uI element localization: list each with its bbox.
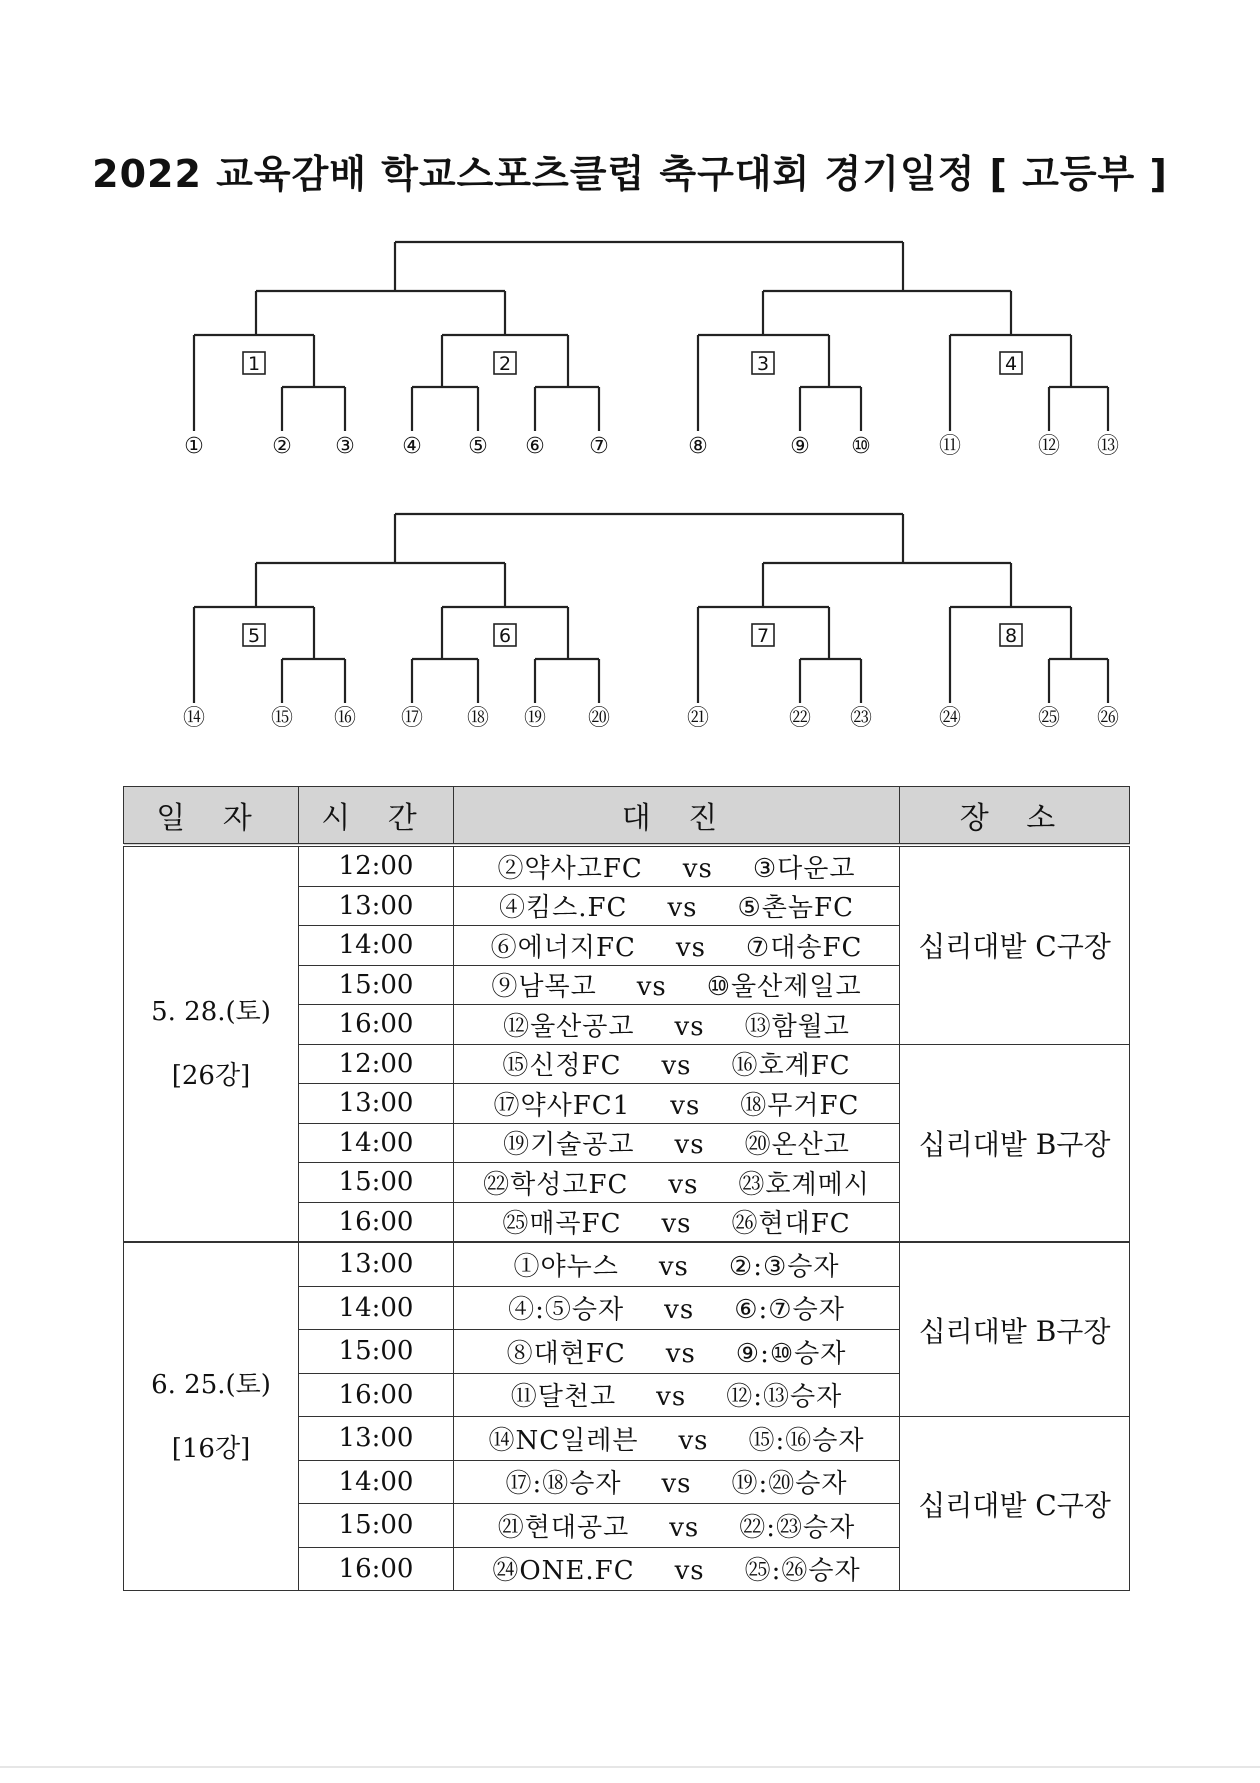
table-row [124,1242,1130,1286]
team-number: ⑰ [400,706,424,731]
venue-cell: 십리대밭 B구장 [900,1044,1130,1242]
time-cell: 15:00 [299,1504,454,1548]
away-team: ⑤촌놈FC [737,893,854,924]
matchup-cell [454,1504,900,1548]
home-team: ⑰:⑱승자 [505,1469,622,1500]
matchup-cell [454,1417,900,1461]
matchup-cell [454,1460,900,1504]
away-team: ㉕:㉖승자 [744,1556,861,1587]
home-team: ㉕매곡FC [502,1209,622,1240]
home-team: ①야누스 [513,1251,619,1282]
matchup-cell [454,1123,900,1163]
team-number: ⑧ [688,434,708,459]
matchup-cell [454,845,900,886]
match-number: 8 [1004,625,1018,647]
schedule-group-round-16 [124,1242,1130,1591]
matchup-cell [454,1084,900,1124]
time-cell: 13:00 [299,886,454,926]
team-number: ⑫ [1037,434,1061,459]
vs-label: vs [664,1295,695,1326]
away-team: ③다운고 [752,853,856,884]
vs-label: vs [670,1090,701,1121]
time-cell: 13:00 [299,1084,454,1124]
away-team: ⑬함월고 [744,1011,850,1042]
venue-cell: 십리대밭 B구장 [900,1242,1130,1417]
team-number: ⑲ [523,706,547,731]
team-number: ㉕ [1037,706,1061,731]
vs-label: vs [678,1425,709,1456]
date-cell [124,1242,299,1591]
round-label: [16강] [171,1433,251,1464]
away-team: ⑩울산제일고 [706,972,862,1003]
matchup-cell [454,1373,900,1417]
team-number: ⑭ [182,706,206,731]
vs-label: vs [674,1130,705,1161]
team-number: ③ [335,434,355,459]
away-team: ㉓호계메시 [738,1169,870,1200]
home-team: ⑭NC일레븐 [488,1425,639,1456]
matchup-cell [454,1286,900,1330]
home-team: ㉔ONE.FC [492,1556,635,1587]
time-cell: 13:00 [299,1417,454,1461]
time-cell: 13:00 [299,1242,454,1286]
time-cell: 15:00 [299,965,454,1005]
matchup-cell [454,1330,900,1374]
time-cell: 14:00 [299,1123,454,1163]
team-number: ④ [402,434,422,459]
away-team: ⑦대송FC [745,932,863,963]
vs-label: vs [665,1338,696,1369]
vs-label: vs [661,1209,692,1240]
vs-label: vs [668,1169,699,1200]
match-date: 6. 25.(토) [151,1369,271,1400]
team-number: ⑱ [466,706,490,731]
home-team: ⑪달천고 [510,1382,617,1413]
matchup-cell [454,965,900,1005]
team-number: ⑯ [333,706,357,731]
home-team: ⑰약사FC1 [493,1090,631,1121]
vs-label: vs [658,1251,689,1282]
header-venue: 장 소 [900,787,1130,846]
home-team: ㉑현대공고 [497,1512,630,1543]
matchup-cell [454,926,900,966]
away-team: ⑲:⑳승자 [731,1469,848,1500]
team-number: ㉖ [1096,706,1120,731]
team-number: ② [272,434,292,459]
team-number: ㉔ [938,706,962,731]
match-number: 2 [498,353,512,375]
match-number: 4 [1004,353,1018,375]
matchup-cell [454,1044,900,1084]
table-row [124,845,1130,886]
schedule-table [123,786,1130,1591]
header-match: 대 진 [454,787,900,846]
round-label: [26강] [171,1061,251,1091]
home-team: ⑮신정FC [502,1051,622,1082]
vs-label: vs [667,893,698,924]
time-cell: 12:00 [299,1044,454,1084]
away-team: ⑮:⑯승자 [748,1425,865,1456]
header-time: 시 간 [299,787,454,846]
vs-label: vs [682,853,713,884]
team-number: ⑦ [589,434,609,459]
vs-label: vs [661,1469,692,1500]
vs-label: vs [675,932,706,963]
time-cell: 14:00 [299,1286,454,1330]
team-number: ① [184,434,204,459]
time-cell: 16:00 [299,1202,454,1242]
team-number: ⑤ [468,434,488,459]
match-number: 1 [247,353,261,375]
match-number: 3 [756,353,770,375]
home-team: ②약사고FC [497,853,643,884]
away-team: ⑯호계FC [731,1051,851,1082]
matchup-cell [454,1163,900,1203]
away-team: ⑫:⑬승자 [726,1382,843,1413]
matchup-cell [454,1242,900,1286]
team-number: ⑬ [1096,434,1120,459]
away-team: ⑱무거FC [740,1090,860,1121]
vs-label: vs [636,972,667,1003]
home-team: ④킴스.FC [499,893,628,924]
away-team: ⑳온산고 [744,1130,850,1161]
home-team: ㉒학성고FC [483,1169,629,1200]
time-cell: 16:00 [299,1373,454,1417]
time-cell: 15:00 [299,1330,454,1374]
header-date: 일 자 [124,787,299,846]
venue-cell: 십리대밭 C구장 [900,1417,1130,1591]
team-number: ⑮ [270,706,294,731]
tournament-bracket [0,0,1260,760]
match-date: 5. 28.(토) [151,997,271,1027]
vs-label: vs [674,1011,705,1042]
team-number: ⑥ [525,434,545,459]
vs-label: vs [669,1512,700,1543]
header-row [124,787,1130,846]
away-team: ⑨:⑩승자 [735,1338,847,1369]
away-team: ②:③승자 [728,1251,840,1282]
away-team: ⑥:⑦승자 [734,1295,845,1326]
vs-label: vs [674,1556,705,1587]
time-cell: 14:00 [299,1460,454,1504]
team-number: ⑨ [790,434,810,459]
date-cell [124,845,299,1242]
home-team: ④:⑤승자 [508,1295,625,1326]
home-team: ⑨남목고 [491,972,597,1003]
matchup-cell [454,1202,900,1242]
team-number: ㉑ [686,706,710,731]
time-cell: 16:00 [299,1005,454,1045]
page-title: 2022 교육감배 학교스포츠클럽 축구대회 경기일정 [ 고등부 ] [92,152,1168,196]
time-cell: 16:00 [299,1547,454,1591]
away-team: ㉖현대FC [731,1209,851,1240]
time-cell: 12:00 [299,845,454,886]
team-number: ㉒ [788,706,812,731]
match-number: 5 [247,625,261,647]
away-team: ㉒:㉓승자 [739,1512,856,1543]
team-number: ㉓ [849,706,873,731]
matchup-cell [454,1547,900,1591]
home-team: ⑫울산공고 [503,1011,635,1042]
team-number: ⑪ [938,434,962,459]
matchup-cell [454,886,900,926]
team-number: ⑩ [851,434,871,459]
schedule-group-round-26 [124,845,1130,1242]
home-team: ⑲기술공고 [503,1130,635,1161]
home-team: ⑥에너지FC [490,932,636,963]
matchup-cell [454,1005,900,1045]
scan-edge-line [0,1766,1260,1768]
match-number: 6 [498,625,512,647]
vs-label: vs [656,1382,687,1413]
time-cell: 14:00 [299,926,454,966]
time-cell: 15:00 [299,1163,454,1203]
team-number: ⑳ [587,706,611,731]
home-team: ⑧대현FC [506,1338,626,1369]
vs-label: vs [661,1051,692,1082]
venue-cell: 십리대밭 C구장 [900,845,1130,1044]
match-number: 7 [756,625,770,647]
